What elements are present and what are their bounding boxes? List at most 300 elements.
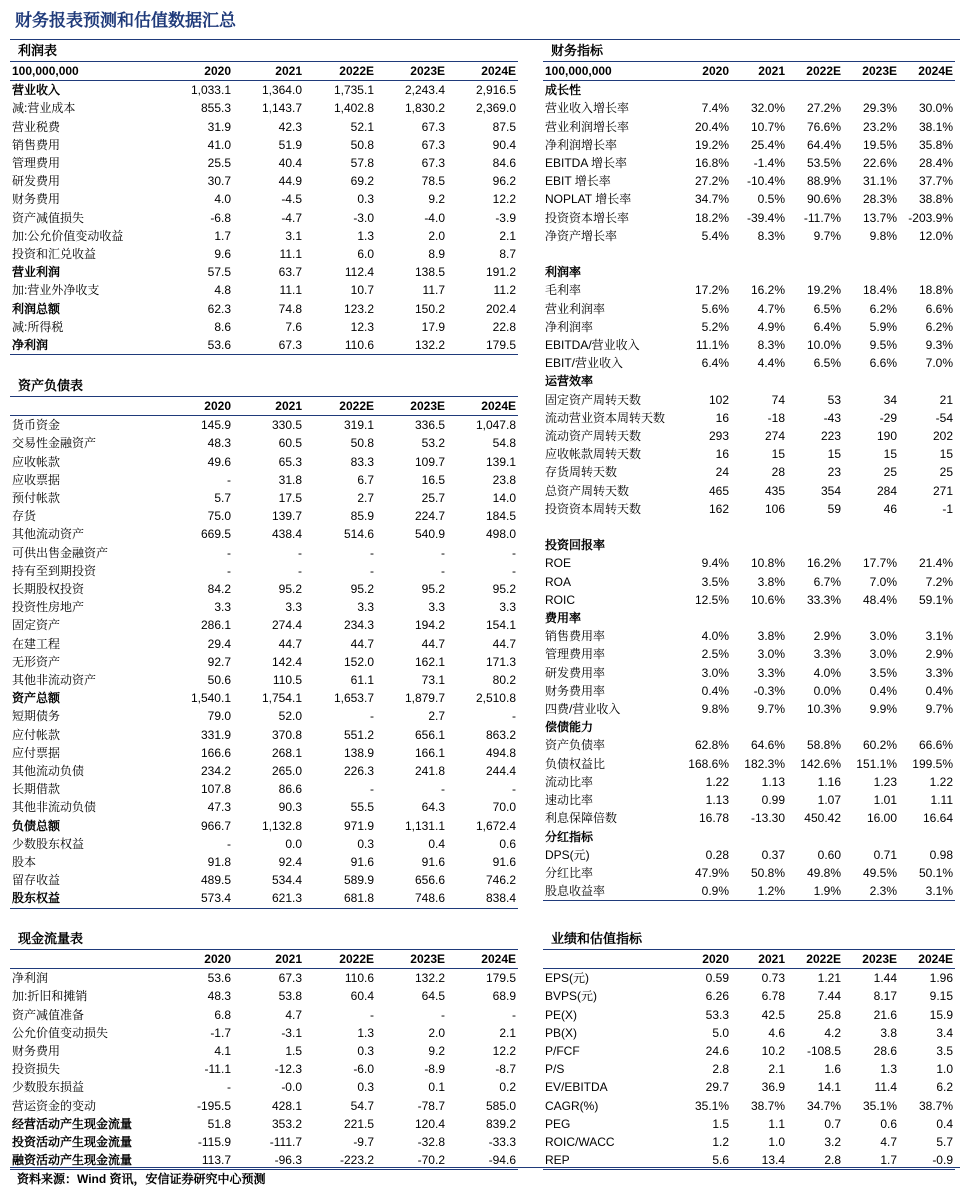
row-value: 4.7 xyxy=(285,1007,302,1022)
row-value: 7.6 xyxy=(285,319,302,334)
row-value: 22.8 xyxy=(492,319,516,334)
cashflow-block xyxy=(10,931,518,1170)
row-value xyxy=(899,518,955,536)
table-row xyxy=(543,427,955,445)
row-value: 110.6 xyxy=(344,971,374,986)
row-value: 6.5% xyxy=(813,301,841,316)
row-label: 加:公允价值变动收益 xyxy=(12,228,124,243)
row-value: 11.7 xyxy=(422,283,445,298)
indicators-block xyxy=(543,43,955,901)
row-value: 58.8% xyxy=(806,738,841,753)
row-label: 营业利润增长率 xyxy=(545,119,630,134)
row-value: 2,243.4 xyxy=(404,83,445,98)
row-value xyxy=(787,263,843,281)
row-value: 84.2 xyxy=(207,582,231,597)
row-value: 24 xyxy=(715,465,729,480)
row-label: 净利润增长率 xyxy=(545,137,618,152)
row-value: 109.7 xyxy=(414,454,445,469)
year-header: 2024E xyxy=(899,950,955,969)
row-value: 1,653.7 xyxy=(333,691,374,706)
row-value xyxy=(787,609,843,627)
table-row xyxy=(10,671,518,689)
row-label: 减:所得税 xyxy=(12,319,64,334)
row-value: 95.2 xyxy=(278,582,302,597)
row-value: 35.1% xyxy=(862,1098,897,1113)
row-label: 研发费用 xyxy=(12,174,61,189)
row-value xyxy=(731,81,787,100)
row-value xyxy=(675,828,731,846)
row-label: 财务费用率 xyxy=(545,683,606,698)
row-label: 交易性金融资产 xyxy=(12,436,97,451)
row-value: 63.7 xyxy=(278,265,302,280)
row-value: 3.8% xyxy=(757,574,785,589)
row-value: 50.1% xyxy=(918,865,953,880)
row-value: -223.2 xyxy=(304,1151,376,1170)
row-value: 12.2 xyxy=(492,192,516,207)
row-label: 应付帐款 xyxy=(12,727,61,742)
table-row xyxy=(543,518,955,536)
table-row xyxy=(543,172,955,190)
row-value: -3.9 xyxy=(495,210,516,225)
row-value: - xyxy=(370,709,374,724)
year-header: 2022E xyxy=(787,950,843,969)
row-value: 4.0% xyxy=(813,665,841,680)
table-row xyxy=(10,653,518,671)
table-row xyxy=(543,700,955,718)
row-value: 110.6 xyxy=(304,336,376,355)
row-label: 资产减值准备 xyxy=(12,1007,85,1022)
row-label: DPS(元) xyxy=(545,847,590,862)
row-value: 70.0 xyxy=(492,800,516,815)
row-value: 2.8 xyxy=(712,1062,729,1077)
row-value: -0.3% xyxy=(753,683,785,698)
table-row xyxy=(10,762,518,780)
row-value: 0.28 xyxy=(705,847,729,862)
row-value: 656.1 xyxy=(414,727,445,742)
row-value: 139.7 xyxy=(271,509,302,524)
row-label: 流动营业资本周转天数 xyxy=(545,410,666,425)
row-label: REP xyxy=(543,1151,675,1170)
table-row xyxy=(543,1006,955,1024)
row-value: 1.2% xyxy=(731,882,787,901)
row-value: 1.01 xyxy=(873,793,897,808)
row-value: 53.6 xyxy=(162,336,233,355)
row-label: 可供出售金融资产 xyxy=(12,545,109,560)
row-value: 2.1 xyxy=(499,1025,516,1040)
row-value: 44.7 xyxy=(350,636,374,651)
row-label: 无形资产 xyxy=(12,654,61,669)
table-row xyxy=(543,281,955,299)
year-header: 2022E xyxy=(304,397,376,416)
cashflow-title: 现金流量表 xyxy=(18,932,84,947)
row-value xyxy=(731,518,787,536)
row-value: -11.1 xyxy=(204,1062,231,1077)
table-row xyxy=(543,81,955,100)
row-label: 预付帐款 xyxy=(12,491,61,506)
row-value: 27.2% xyxy=(694,174,729,189)
row-label: 其他流动资产 xyxy=(12,527,85,542)
row-label: 应收帐款周转天数 xyxy=(545,447,642,462)
title-rule xyxy=(10,39,960,40)
row-label: 应收帐款 xyxy=(12,454,61,469)
row-value: 53.2 xyxy=(421,436,445,451)
row-value: 1,143.7 xyxy=(261,101,302,116)
row-value xyxy=(787,81,843,100)
row-value: 0.6 xyxy=(499,836,516,851)
table-row xyxy=(10,987,518,1005)
row-value: 8.17 xyxy=(873,989,897,1004)
row-value: 22.6% xyxy=(862,156,897,171)
row-value: 274 xyxy=(764,429,785,444)
row-value: 168.6% xyxy=(688,756,729,771)
year-header: 2020 xyxy=(675,62,731,81)
row-value: 10.8% xyxy=(750,556,785,571)
row-value: 19.5% xyxy=(862,137,897,152)
row-label: 股本 xyxy=(12,855,37,870)
row-value: -96.3 xyxy=(233,1151,304,1170)
row-value: 274.4 xyxy=(271,618,302,633)
row-value: 102 xyxy=(708,392,729,407)
table-row xyxy=(10,744,518,762)
row-value: 25 xyxy=(883,465,897,480)
row-value: 18.4% xyxy=(862,283,897,298)
row-value: 1.16 xyxy=(817,774,841,789)
row-value: 354 xyxy=(820,483,841,498)
row-value: 31.9 xyxy=(207,119,231,134)
row-value: 9.7% xyxy=(813,228,841,243)
row-label: 减:营业成本 xyxy=(12,101,76,116)
row-value xyxy=(843,536,899,554)
row-value: - xyxy=(512,709,516,724)
row-value: 21 xyxy=(939,392,953,407)
row-value: 60.5 xyxy=(278,436,302,451)
row-value: -4.5 xyxy=(281,192,302,207)
row-label: 长期股权投资 xyxy=(12,582,85,597)
row-value: 1.11 xyxy=(930,793,953,808)
row-value: 59 xyxy=(827,501,841,516)
row-value: 24.6 xyxy=(705,1044,729,1059)
row-value: 16.64 xyxy=(922,811,953,826)
row-label: 其他非流动资产 xyxy=(12,673,97,688)
row-value: 95.2 xyxy=(350,582,374,597)
row-value: 12.3 xyxy=(350,319,374,334)
row-value: - xyxy=(298,563,302,578)
row-value: 319.1 xyxy=(343,418,374,433)
row-label: 管理费用率 xyxy=(545,647,606,662)
indicators-table xyxy=(543,61,955,901)
row-label xyxy=(543,518,675,536)
row-value: 3.8% xyxy=(757,629,785,644)
row-value: 224.7 xyxy=(414,509,445,524)
row-value: 3.3 xyxy=(214,600,231,615)
row-value: 19.2% xyxy=(694,137,729,152)
row-value: 3.3 xyxy=(499,600,516,615)
row-value xyxy=(787,372,843,390)
table-row xyxy=(10,580,518,598)
row-value: 69.2 xyxy=(350,174,374,189)
row-value: 20.4% xyxy=(694,119,729,134)
row-value: 2.7 xyxy=(357,491,374,506)
table-row xyxy=(10,118,518,136)
row-label: P/S xyxy=(545,1062,565,1077)
row-value: 1.23 xyxy=(873,774,897,789)
table-row xyxy=(543,445,955,463)
row-value: 7.0% xyxy=(925,356,953,371)
table-row xyxy=(543,190,955,208)
row-value: 113.7 xyxy=(162,1151,233,1170)
row-value: - xyxy=(370,545,374,560)
row-value: 38.8% xyxy=(918,192,953,207)
row-value: 65.3 xyxy=(278,454,302,469)
table-row xyxy=(543,1042,955,1060)
table-row xyxy=(543,554,955,572)
row-value xyxy=(843,609,899,627)
row-value: 534.4 xyxy=(271,873,302,888)
table-row xyxy=(543,209,955,227)
row-value: 29.3% xyxy=(862,101,897,116)
row-value: - xyxy=(512,782,516,797)
row-label: NOPLAT 增长率 xyxy=(545,192,632,207)
row-value: 60.2% xyxy=(862,738,897,753)
row-label: 营业利润 xyxy=(12,265,61,280)
row-value: -0.9 xyxy=(899,1151,955,1170)
row-value: 5.0 xyxy=(712,1025,729,1040)
row-value: 38.1% xyxy=(918,119,953,134)
table-row xyxy=(543,664,955,682)
row-value: 0.59 xyxy=(705,971,729,986)
row-value: 4.1 xyxy=(214,1044,231,1059)
row-value: 179.5 xyxy=(485,971,516,986)
row-value: 8.6 xyxy=(214,319,231,334)
row-value xyxy=(843,263,899,281)
row-value: 1,047.8 xyxy=(475,418,516,433)
row-value: 138.5 xyxy=(414,265,445,280)
row-value: 2.9% xyxy=(925,647,953,662)
valuation-title: 业绩和估值指标 xyxy=(551,932,643,947)
row-label: 流动资产周转天数 xyxy=(545,429,642,444)
table-row xyxy=(543,245,955,263)
row-value: 53.6 xyxy=(207,971,231,986)
row-value: 9.8% xyxy=(869,228,897,243)
table-row xyxy=(10,1133,518,1151)
row-value: 78.5 xyxy=(421,174,445,189)
row-value: 67.3 xyxy=(278,971,302,986)
row-value: 2,369.0 xyxy=(475,101,516,116)
row-value: -8.9 xyxy=(424,1062,445,1077)
row-value: 0.4% xyxy=(701,683,729,698)
row-value: 0.4 xyxy=(428,836,445,851)
year-header: 2024E xyxy=(899,62,955,81)
row-value: 9.7% xyxy=(757,702,785,717)
row-value: 190 xyxy=(876,429,897,444)
table-row xyxy=(543,882,955,901)
row-value: 23.8 xyxy=(492,472,516,487)
row-value: 21.4% xyxy=(918,556,953,571)
row-value: 50.8 xyxy=(350,137,374,152)
row-value: 656.6 xyxy=(414,873,445,888)
row-value: -33.3 xyxy=(488,1135,516,1150)
row-value: 8.3% xyxy=(757,228,785,243)
row-label: 负债权益比 xyxy=(545,756,606,771)
row-label: PE(X) xyxy=(545,1007,578,1022)
row-value: 7.44 xyxy=(817,989,841,1004)
row-label: EV/EBITDA xyxy=(545,1080,608,1095)
table-row xyxy=(10,227,518,245)
row-value: 3.0% xyxy=(869,629,897,644)
row-label: 总资产周转天数 xyxy=(545,483,630,498)
table-row xyxy=(10,172,518,190)
year-header: 2023E xyxy=(376,950,447,969)
row-value: 1.44 xyxy=(873,971,897,986)
row-value: 28.6 xyxy=(873,1044,897,1059)
row-value: 88.9% xyxy=(806,174,841,189)
row-value: 7.0% xyxy=(869,574,897,589)
income-header-row xyxy=(10,62,518,81)
row-label: 研发费用率 xyxy=(545,665,606,680)
row-value: 68.9 xyxy=(492,989,516,1004)
row-value: 1,132.8 xyxy=(261,818,302,833)
table-row xyxy=(10,336,518,355)
row-value: 16 xyxy=(715,410,729,425)
row-label: 费用率 xyxy=(545,611,582,626)
table-row xyxy=(543,645,955,663)
row-value: 2.3% xyxy=(843,882,899,901)
table-row xyxy=(543,336,955,354)
row-value: 4.0% xyxy=(701,629,729,644)
row-value: 0.9% xyxy=(675,882,731,901)
row-value: 10.7 xyxy=(350,283,374,298)
table-row xyxy=(543,372,955,390)
row-value: 36.9 xyxy=(761,1080,785,1095)
table-row xyxy=(10,489,518,507)
row-value: -18 xyxy=(767,410,785,425)
row-value: -8.7 xyxy=(495,1062,516,1077)
row-label: 少数股东权益 xyxy=(12,836,85,851)
row-value: 1.3 xyxy=(357,1025,374,1040)
row-label: 其他流动负债 xyxy=(12,764,85,779)
row-value: -1.4% xyxy=(753,156,785,171)
table-row xyxy=(10,798,518,816)
row-value: 9.3% xyxy=(925,338,953,353)
row-value: 31.8 xyxy=(278,472,302,487)
table-row xyxy=(10,1006,518,1024)
row-value: 271 xyxy=(932,483,953,498)
row-value: 67.3 xyxy=(421,137,445,152)
row-label: P/FCF xyxy=(545,1044,580,1059)
row-value xyxy=(787,536,843,554)
row-value: 540.9 xyxy=(414,527,445,542)
row-value: 450.42 xyxy=(804,811,841,826)
row-label: 营业收入增长率 xyxy=(545,101,630,116)
row-value: 10.3% xyxy=(806,702,841,717)
table-row xyxy=(543,736,955,754)
row-value: 221.5 xyxy=(343,1116,374,1131)
row-value: 6.6% xyxy=(925,301,953,316)
table-row xyxy=(543,755,955,773)
row-label: PB(X) xyxy=(545,1025,578,1040)
row-value: 669.5 xyxy=(200,527,231,542)
table-row xyxy=(10,190,518,208)
row-value: 110.5 xyxy=(272,673,302,688)
row-value: 92.4 xyxy=(278,855,302,870)
row-value: -3.0 xyxy=(353,210,374,225)
row-value: 92.7 xyxy=(207,654,231,669)
row-value: 1,830.2 xyxy=(404,101,445,116)
row-label: 加:营业外净收支 xyxy=(12,283,100,298)
row-value: 35.8% xyxy=(918,137,953,152)
row-value: 4.2 xyxy=(824,1025,841,1040)
row-value: 0.71 xyxy=(873,847,897,862)
row-value xyxy=(675,518,731,536)
row-value: 839.2 xyxy=(485,1116,516,1131)
row-label: 融资活动产生现金流量 xyxy=(10,1151,162,1170)
row-value: 34.7% xyxy=(694,192,729,207)
row-label: 净利润 xyxy=(12,971,49,986)
row-value: 53.8 xyxy=(278,989,302,1004)
bottom-rule xyxy=(10,1167,960,1168)
row-value: 1.22 xyxy=(929,774,953,789)
row-value: 265.0 xyxy=(271,764,302,779)
row-value: 241.8 xyxy=(414,764,445,779)
row-value: 154.1 xyxy=(485,618,516,633)
row-value: 2.8 xyxy=(787,1151,843,1170)
row-value: 3.3 xyxy=(285,600,302,615)
table-row xyxy=(10,1042,518,1060)
row-value: 15 xyxy=(827,447,841,462)
row-value: 49.8% xyxy=(806,865,841,880)
row-value: 15 xyxy=(883,447,897,462)
row-value: - xyxy=(227,836,231,851)
row-value: 12.0% xyxy=(918,228,953,243)
row-value: 152.0 xyxy=(343,654,374,669)
row-value: 11.1% xyxy=(695,338,729,353)
row-value: 5.6% xyxy=(701,301,729,316)
table-row xyxy=(543,969,955,988)
row-value xyxy=(787,245,843,263)
row-value: 13.4 xyxy=(731,1151,787,1170)
row-value: 855.3 xyxy=(200,101,231,116)
row-value: 2.1 xyxy=(499,228,516,243)
row-label: 净利润率 xyxy=(545,319,594,334)
row-value: 6.7 xyxy=(357,472,374,487)
table-row xyxy=(543,99,955,117)
row-value: 3.0% xyxy=(701,665,729,680)
row-value: 1,879.7 xyxy=(404,691,445,706)
row-value: 1.2 xyxy=(712,1135,729,1150)
valuation-table xyxy=(543,949,955,1170)
year-header: 2021 xyxy=(233,950,304,969)
row-value: 23.2% xyxy=(862,119,897,134)
row-value: -3.1 xyxy=(281,1025,302,1040)
row-value: 48.3 xyxy=(207,989,231,1004)
table-row xyxy=(543,846,955,864)
row-value: 112.4 xyxy=(344,265,374,280)
row-value: 52.1 xyxy=(350,119,374,134)
row-value: 3.3% xyxy=(813,647,841,662)
table-row xyxy=(10,471,518,489)
row-value: - xyxy=(441,782,445,797)
table-row xyxy=(10,726,518,744)
row-value: 64.6% xyxy=(750,738,785,753)
row-value: 244.4 xyxy=(485,764,516,779)
row-value: 57.8 xyxy=(350,156,374,171)
row-label: 应付票据 xyxy=(12,745,61,760)
valuation-header-row xyxy=(543,950,955,969)
row-label: ROA xyxy=(545,574,572,589)
income-statement-table xyxy=(10,61,518,355)
row-value: 84.6 xyxy=(492,156,516,171)
table-row xyxy=(10,598,518,616)
